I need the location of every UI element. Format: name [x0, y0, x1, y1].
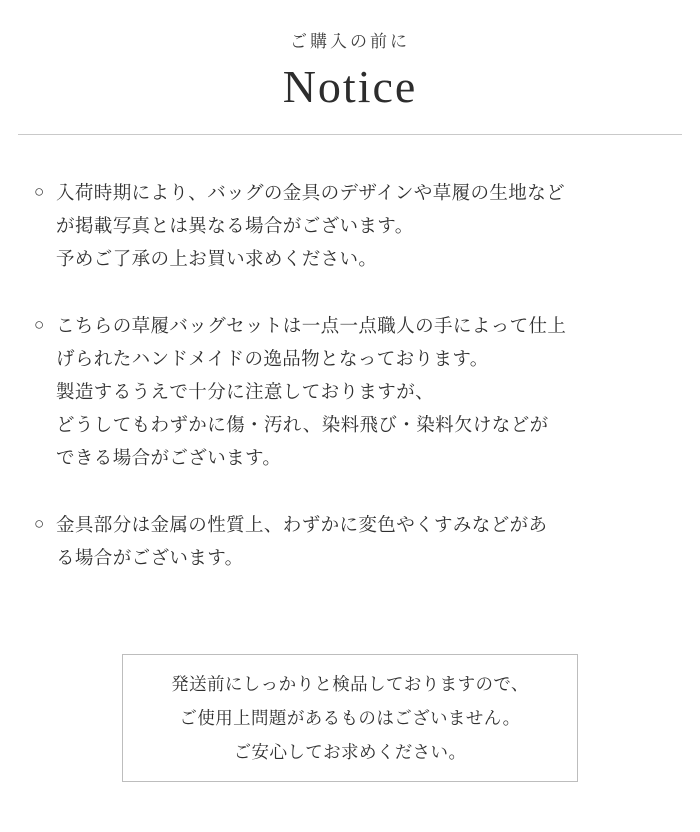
note-line: できる場合がございます。 — [56, 446, 282, 468]
bullet-circle-icon: ○ — [34, 513, 45, 533]
list-item — [34, 310, 674, 475]
note-line: 予めご了承の上お買い求めください。 — [56, 248, 378, 270]
footer-line: 発送前にしっかりと検品しておりますので、 — [171, 673, 529, 694]
note-text-block — [56, 509, 674, 575]
page-title: Notice — [282, 60, 418, 112]
notice-list — [0, 177, 700, 574]
footer-line: ご安心してお求めください。 — [233, 742, 467, 763]
header-divider — [18, 134, 682, 135]
header-subtitle: ご購入の前に — [290, 32, 410, 51]
note-line: 製造するうえで十分に注意しておりますが、 — [56, 381, 435, 402]
note-line: げられたハンドメイドの逸品物となっております。 — [56, 348, 489, 370]
note-text-block — [56, 310, 674, 475]
page-header — [0, 0, 700, 135]
note-line: 入荷時期により、バッグの金具のデザインや草履の生地など — [56, 182, 566, 204]
note-line: こちらの草履バッグセットは一点一点職人の手によって仕上 — [56, 315, 567, 337]
bullet-circle-icon: ○ — [34, 315, 45, 335]
note-line: 金具部分は金属の性質上、わずかに変色やくすみなどがあ — [56, 513, 548, 535]
list-item — [34, 177, 674, 276]
footer-line: ご使用上問題があるものはございません。 — [179, 707, 521, 728]
note-text-block — [56, 177, 674, 276]
note-line: が掲載写真とは異なる場合がございます。 — [56, 215, 414, 237]
note-line: る場合がございます。 — [56, 546, 244, 568]
note-line: どうしてもわずかに傷・汚れ、染料飛び・染料欠けなどが — [56, 413, 549, 435]
bullet-circle-icon: ○ — [34, 182, 45, 202]
list-item — [34, 509, 674, 575]
inspection-notice-box — [122, 654, 578, 782]
